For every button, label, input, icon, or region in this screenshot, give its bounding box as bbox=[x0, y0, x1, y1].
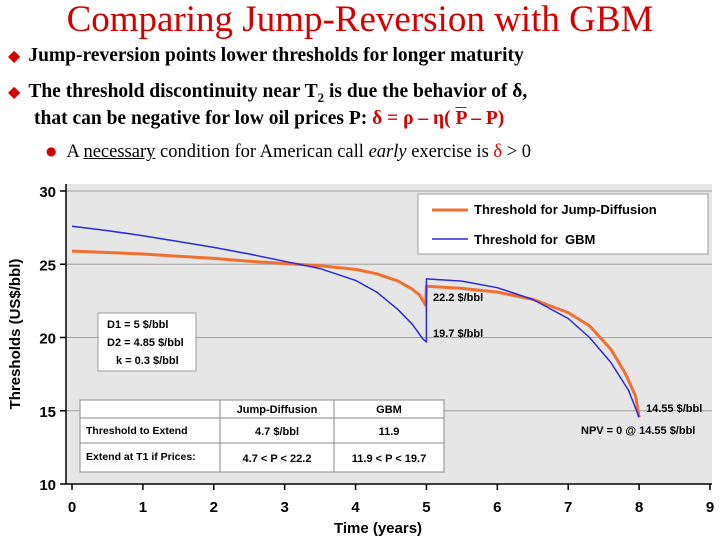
x-tick-label: 3 bbox=[280, 499, 289, 516]
sub-bullet-underlined: necessary bbox=[83, 142, 156, 162]
table-row1-jump: 4.7 $/bbl bbox=[254, 426, 300, 438]
legend-label-gbm: Threshold for GBM bbox=[474, 232, 596, 247]
bullet-2-line2-text: that can be negative for low oil prices P: bbox=[34, 108, 373, 129]
x-tick-label: 0 bbox=[67, 499, 77, 516]
sub-bullet-text-b: condition for American call bbox=[155, 142, 369, 162]
annotation-npv: NPV = 0 @ 14.55 $/bbl bbox=[581, 425, 696, 437]
param-k: k = 0.3 $/bbl bbox=[116, 355, 179, 367]
diamond-bullet-icon: ◆ bbox=[8, 82, 21, 101]
table-header-gbm: GBM bbox=[376, 404, 402, 416]
annotation-14-55: 14.55 $/bbl bbox=[646, 403, 703, 415]
y-tick-label: 10 bbox=[39, 477, 56, 494]
sub-bullet-text-c: exercise is bbox=[406, 142, 494, 162]
bullet-1 bbox=[8, 44, 524, 68]
legend-label-jump-diffusion: Threshold for Jump-Diffusion bbox=[474, 202, 657, 217]
x-ticks bbox=[68, 484, 714, 516]
bullet-2-subscript: 2 bbox=[317, 89, 325, 105]
table-header-jump: Jump-Diffusion bbox=[236, 404, 318, 416]
diamond-bullet-icon: ◆ bbox=[8, 46, 21, 65]
slide-title: Comparing Jump-Reversion with GBM bbox=[66, 0, 654, 40]
x-tick-label: 7 bbox=[564, 499, 573, 516]
x-tick-label: 6 bbox=[493, 499, 502, 516]
y-tick-label: 30 bbox=[39, 184, 56, 201]
params-box bbox=[98, 313, 196, 371]
y-tick-label: 25 bbox=[39, 257, 56, 275]
x-tick-label: 8 bbox=[634, 499, 644, 516]
sub-bullet-text-a: A bbox=[66, 142, 84, 162]
delta-formula-a: δ = ρ – η( bbox=[372, 108, 456, 129]
x-tick-label: 9 bbox=[705, 499, 715, 516]
bullet-1-text: Jump-reversion points lower thresholds for longer maturity bbox=[28, 45, 524, 66]
table-row2-jump: 4.7 < P < 22.2 bbox=[242, 453, 312, 465]
bullet-2 bbox=[8, 80, 527, 110]
y-axis-label: Thresholds (US$/bbl) bbox=[7, 258, 24, 410]
bullet-2-line-2 bbox=[34, 107, 504, 131]
x-tick-label: 1 bbox=[138, 499, 148, 516]
y-tick-label: 20 bbox=[39, 330, 56, 348]
x-tick-label: 4 bbox=[351, 499, 360, 516]
table-row2-gbm: 11.9 < P < 19.7 bbox=[351, 453, 427, 465]
round-bullet-icon: ● bbox=[46, 144, 57, 158]
bullet-2-text-b: is due the behavior of δ, bbox=[324, 81, 528, 102]
x-tick-label: 2 bbox=[209, 499, 218, 516]
sub-bullet bbox=[46, 139, 531, 164]
table-row1-gbm: 11.9 bbox=[378, 426, 400, 438]
x-tick-label: 5 bbox=[422, 499, 431, 516]
threshold-chart bbox=[0, 170, 720, 540]
y-ticks bbox=[39, 184, 66, 494]
annotation-19-7: 19.7 $/bbl bbox=[433, 328, 484, 340]
annotation-22-2: 22.2 $/bbl bbox=[433, 292, 484, 304]
y-tick-label: 15 bbox=[39, 403, 56, 421]
x-axis-label: Time (years) bbox=[333, 520, 423, 537]
sub-bullet-text-d: > 0 bbox=[502, 142, 532, 162]
comparison-table bbox=[80, 400, 444, 472]
delta-formula-pbar: $\overline{P}$ bbox=[455, 108, 467, 129]
table-row2-label: Extend at T1 if Prices: bbox=[86, 451, 196, 463]
sub-bullet-italic: early bbox=[368, 142, 407, 162]
table-row1-label: Threshold to Extend bbox=[86, 425, 188, 437]
param-d2: D2 = 4.85 $/bbl bbox=[107, 337, 184, 349]
legend bbox=[418, 194, 708, 254]
delta-formula-b: – P) bbox=[466, 108, 505, 129]
sub-bullet-delta: δ bbox=[493, 142, 503, 162]
param-d1: D1 = 5 $/bbl bbox=[107, 319, 169, 331]
bullet-2-text-a: The threshold discontinuity near T bbox=[28, 81, 318, 102]
